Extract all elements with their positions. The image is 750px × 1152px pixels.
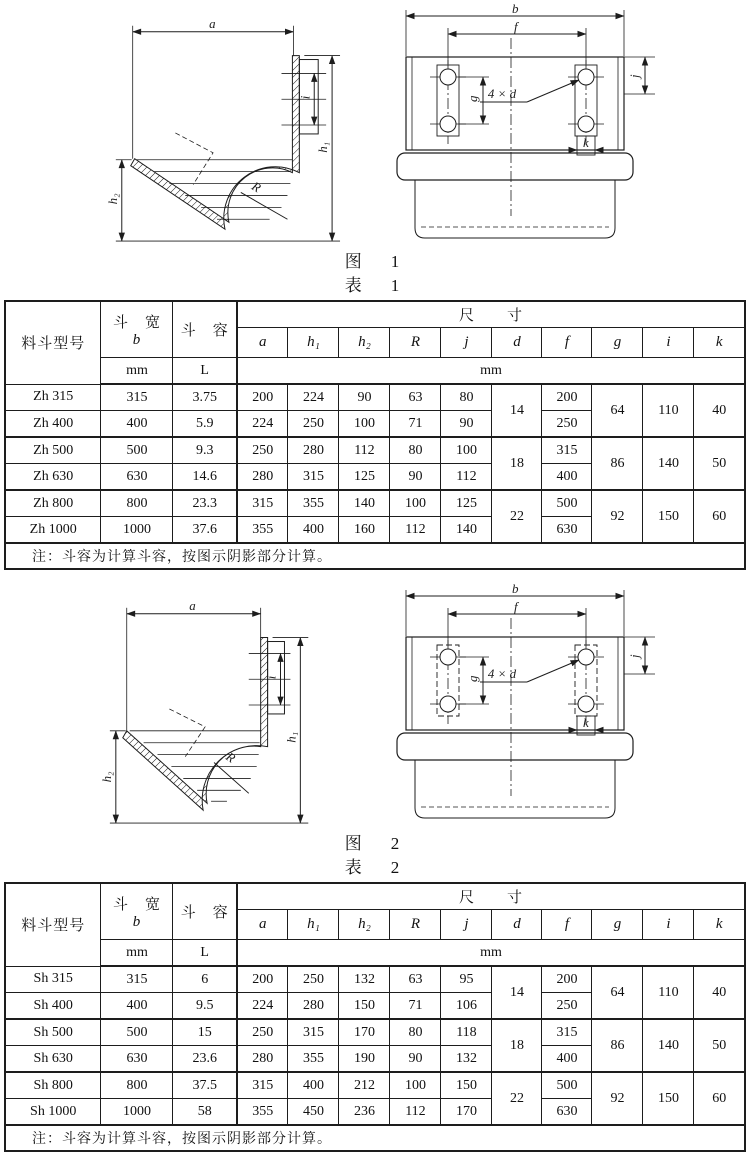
value-cell: 500 — [542, 490, 592, 517]
header-cell: 斗 容 — [173, 883, 237, 940]
figure2-drawings — [0, 580, 750, 832]
value-cell: 118 — [441, 1019, 492, 1046]
header-cell: h₁ — [288, 910, 339, 940]
model-cell: Zh 400 — [5, 411, 101, 438]
value-cell: 250 — [288, 966, 339, 993]
value-cell: 150 — [339, 993, 390, 1020]
header-cell: mm — [237, 940, 745, 967]
value-cell: 95 — [441, 966, 492, 993]
value-cell: 37.6 — [173, 517, 237, 544]
header-cell: h₁ — [288, 328, 339, 358]
value-cell: 71 — [390, 993, 441, 1020]
table1-note: 注：斗容为计算斗容，按图示阴影部分计算。 — [5, 543, 745, 569]
figure1-side-view — [79, 2, 359, 250]
dim-label-a: a — [209, 16, 216, 31]
dim-a — [127, 599, 261, 731]
value-cell: 250 — [542, 993, 592, 1020]
holes-callout-label: 4 × d — [487, 86, 517, 101]
header-cell: R — [390, 910, 441, 940]
value-cell: 50 — [694, 437, 745, 490]
dim-label-j: j — [627, 74, 642, 78]
value-cell: 132 — [339, 966, 390, 993]
width-symbol: b — [132, 331, 142, 348]
value-cell: 80 — [390, 437, 441, 464]
value-cell: 250 — [542, 411, 592, 438]
value-cell: 9.5 — [173, 993, 237, 1020]
value-cell: 125 — [339, 464, 390, 491]
value-cell: 800 — [101, 1072, 173, 1099]
value-cell: 60 — [694, 490, 745, 543]
value-cell: 14.6 — [173, 464, 237, 491]
value-cell: 400 — [101, 993, 173, 1020]
value-cell: 400 — [288, 1072, 339, 1099]
dim-h2 — [100, 731, 126, 823]
dim-label-f: f — [514, 19, 518, 34]
dim-label-h1: h₁ — [284, 731, 299, 743]
value-cell: 280 — [288, 437, 339, 464]
value-cell: 6 — [173, 966, 237, 993]
header-cell: R — [390, 328, 441, 358]
dim-label-j: j — [627, 654, 642, 658]
dim-label-k: k — [583, 715, 589, 730]
dim-label-R: R — [223, 749, 238, 766]
model-cell: Zh 500 — [5, 437, 101, 464]
header-cell: h₂ — [339, 910, 390, 940]
value-cell: 64 — [592, 966, 643, 1019]
dim-label-f: f — [514, 599, 518, 614]
header-cell: 尺 寸 — [237, 301, 745, 328]
dim-label-h2: h₂ — [99, 771, 114, 783]
bolt-holes — [437, 65, 597, 155]
value-cell: 224 — [237, 411, 288, 438]
header-cell: h₂ — [339, 328, 390, 358]
value-cell: 112 — [390, 517, 441, 544]
figure1-caption: 图 1 — [344, 252, 406, 271]
figure1-back-view — [381, 2, 671, 244]
value-cell: 315 — [237, 1072, 288, 1099]
construction-lines — [175, 133, 213, 185]
value-cell: 280 — [237, 464, 288, 491]
figure2-side-view — [79, 582, 359, 832]
value-cell: 40 — [694, 966, 745, 1019]
value-cell: 50 — [694, 1019, 745, 1072]
figure1-drawings — [0, 0, 750, 250]
value-cell: 100 — [339, 411, 390, 438]
value-cell: 110 — [643, 966, 694, 1019]
dim-label-i: i — [264, 675, 279, 680]
header-cell: mm — [101, 358, 173, 385]
value-cell: 355 — [288, 1046, 339, 1073]
value-cell: 450 — [288, 1099, 339, 1126]
header-cell: g — [592, 910, 643, 940]
value-cell: 250 — [237, 437, 288, 464]
value-cell: 100 — [390, 490, 441, 517]
value-cell: 14 — [492, 384, 542, 437]
value-cell: 100 — [390, 1072, 441, 1099]
header-cell: 料斗型号 — [5, 301, 101, 384]
header-cell: L — [173, 940, 237, 967]
value-cell: 150 — [643, 490, 694, 543]
value-cell: 106 — [441, 993, 492, 1020]
value-cell: 5.9 — [173, 411, 237, 438]
value-cell: 140 — [441, 517, 492, 544]
model-cell: Sh 400 — [5, 993, 101, 1020]
value-cell: 18 — [492, 1019, 542, 1072]
dim-label-h1: h₁ — [316, 141, 331, 153]
value-cell: 63 — [390, 384, 441, 411]
value-cell: 63 — [390, 966, 441, 993]
value-cell: 315 — [101, 966, 173, 993]
header-cell: d — [492, 910, 542, 940]
value-cell: 355 — [237, 1099, 288, 1126]
value-cell: 400 — [542, 1046, 592, 1073]
model-cell: Sh 1000 — [5, 1099, 101, 1126]
header-cell: d — [492, 328, 542, 358]
value-cell: 224 — [237, 993, 288, 1020]
value-cell: 315 — [288, 1019, 339, 1046]
table-2 — [4, 882, 746, 1152]
value-cell: 170 — [339, 1019, 390, 1046]
value-cell: 58 — [173, 1099, 237, 1126]
value-cell: 250 — [288, 411, 339, 438]
bolt-holes — [437, 645, 597, 735]
dim-k — [551, 715, 621, 730]
value-cell: 9.3 — [173, 437, 237, 464]
dim-label-h2: h₂ — [105, 193, 120, 205]
dim-label-a: a — [189, 598, 196, 613]
value-cell: 212 — [339, 1072, 390, 1099]
model-cell: Zh 315 — [5, 384, 101, 411]
header-cell: mm — [237, 358, 745, 385]
model-cell: Zh 630 — [5, 464, 101, 491]
value-cell: 250 — [237, 1019, 288, 1046]
value-cell: 37.5 — [173, 1072, 237, 1099]
value-cell: 90 — [390, 464, 441, 491]
dim-h2 — [106, 160, 132, 241]
figure2-back-view — [381, 582, 671, 824]
dim-label-g: g — [465, 95, 480, 102]
header-cell: i — [643, 328, 694, 358]
header-cell — [101, 301, 173, 358]
value-cell: 22 — [492, 1072, 542, 1125]
header-cell: j — [441, 910, 492, 940]
value-cell: 160 — [339, 517, 390, 544]
header-cell: mm — [101, 940, 173, 967]
header-cell: 尺 寸 — [237, 883, 745, 910]
header-cell: k — [694, 910, 745, 940]
value-cell: 71 — [390, 411, 441, 438]
header-cell: a — [237, 910, 288, 940]
value-cell: 60 — [694, 1072, 745, 1125]
value-cell: 400 — [288, 517, 339, 544]
value-cell: 80 — [390, 1019, 441, 1046]
value-cell: 100 — [441, 437, 492, 464]
value-cell: 112 — [339, 437, 390, 464]
value-cell: 125 — [441, 490, 492, 517]
header-cell: 料斗型号 — [5, 883, 101, 966]
value-cell: 23.3 — [173, 490, 237, 517]
value-cell: 150 — [441, 1072, 492, 1099]
model-cell: Zh 1000 — [5, 517, 101, 544]
model-cell: Sh 315 — [5, 966, 101, 993]
value-cell: 18 — [492, 437, 542, 490]
fill-hatch — [136, 160, 293, 220]
table2-note: 注：斗容为计算斗容，按图示阴影部分计算。 — [5, 1125, 745, 1151]
value-cell: 200 — [237, 966, 288, 993]
value-cell: 315 — [542, 437, 592, 464]
width-symbol: b — [132, 913, 142, 930]
bucket-body — [397, 733, 633, 818]
holes-callout — [480, 660, 579, 682]
bucket-cross-section — [123, 638, 268, 811]
dim-label-i: i — [298, 95, 313, 100]
header-cell: f — [542, 910, 592, 940]
value-cell: 3.75 — [173, 384, 237, 411]
value-cell: 140 — [643, 437, 694, 490]
dim-a — [133, 17, 294, 159]
value-cell: 500 — [542, 1072, 592, 1099]
value-cell: 140 — [643, 1019, 694, 1072]
value-cell: 236 — [339, 1099, 390, 1126]
dim-label-k: k — [583, 135, 589, 150]
value-cell: 200 — [237, 384, 288, 411]
value-cell: 90 — [339, 384, 390, 411]
value-cell: 140 — [339, 490, 390, 517]
value-cell: 800 — [101, 490, 173, 517]
construction-lines — [169, 709, 205, 757]
value-cell: 15 — [173, 1019, 237, 1046]
value-cell: 132 — [441, 1046, 492, 1073]
value-cell: 630 — [542, 1099, 592, 1126]
header-cell — [101, 883, 173, 940]
value-cell: 14 — [492, 966, 542, 1019]
value-cell: 150 — [643, 1072, 694, 1125]
model-cell: Sh 500 — [5, 1019, 101, 1046]
value-cell: 190 — [339, 1046, 390, 1073]
value-cell: 400 — [101, 411, 173, 438]
value-cell: 110 — [643, 384, 694, 437]
value-cell: 112 — [441, 464, 492, 491]
dim-R — [214, 749, 249, 793]
holes-callout — [480, 80, 579, 102]
header-cell: f — [542, 328, 592, 358]
figure2-caption: 图 2 — [344, 834, 406, 853]
value-cell: 224 — [288, 384, 339, 411]
value-cell: 22 — [492, 490, 542, 543]
value-cell: 400 — [542, 464, 592, 491]
value-cell: 315 — [542, 1019, 592, 1046]
value-cell: 500 — [101, 1019, 173, 1046]
value-cell: 355 — [288, 490, 339, 517]
width-title: 斗 宽 — [112, 314, 161, 331]
value-cell: 315 — [288, 464, 339, 491]
table1-caption: 表 1 — [344, 276, 406, 295]
dim-j — [624, 637, 655, 674]
value-cell: 92 — [592, 1072, 643, 1125]
dim-label-b: b — [512, 581, 519, 596]
header-cell: k — [694, 328, 745, 358]
width-title: 斗 宽 — [112, 896, 161, 913]
value-cell: 630 — [101, 1046, 173, 1073]
table2-caption: 表 2 — [344, 858, 406, 877]
value-cell: 200 — [542, 966, 592, 993]
value-cell: 80 — [441, 384, 492, 411]
header-cell: 斗 容 — [173, 301, 237, 358]
value-cell: 40 — [694, 384, 745, 437]
dim-k — [551, 135, 621, 150]
header-cell: a — [237, 328, 288, 358]
value-cell: 1000 — [101, 1099, 173, 1126]
value-cell: 315 — [101, 384, 173, 411]
value-cell: 355 — [237, 517, 288, 544]
header-cell: j — [441, 328, 492, 358]
value-cell: 1000 — [101, 517, 173, 544]
value-cell: 90 — [390, 1046, 441, 1073]
dim-R — [241, 179, 288, 220]
model-cell: Zh 800 — [5, 490, 101, 517]
bucket-cross-section — [131, 56, 300, 230]
value-cell: 630 — [542, 517, 592, 544]
dim-g — [459, 657, 489, 704]
header-cell: g — [592, 328, 643, 358]
value-cell: 86 — [592, 437, 643, 490]
value-cell: 200 — [542, 384, 592, 411]
dim-label-R: R — [249, 179, 264, 196]
value-cell: 630 — [101, 464, 173, 491]
value-cell: 86 — [592, 1019, 643, 1072]
value-cell: 280 — [237, 1046, 288, 1073]
value-cell: 315 — [237, 490, 288, 517]
bucket-body — [397, 153, 633, 238]
dim-label-b: b — [512, 1, 519, 16]
model-cell: Sh 800 — [5, 1072, 101, 1099]
value-cell: 280 — [288, 993, 339, 1020]
value-cell: 500 — [101, 437, 173, 464]
header-cell: L — [173, 358, 237, 385]
value-cell: 23.6 — [173, 1046, 237, 1073]
value-cell: 90 — [441, 411, 492, 438]
dim-label-g: g — [465, 675, 480, 682]
value-cell: 112 — [390, 1099, 441, 1126]
value-cell: 92 — [592, 490, 643, 543]
value-cell: 170 — [441, 1099, 492, 1126]
model-cell: Sh 630 — [5, 1046, 101, 1073]
table-1 — [4, 300, 746, 570]
holes-callout-label: 4 × d — [487, 666, 517, 681]
dim-g — [459, 77, 489, 124]
header-cell: i — [643, 910, 694, 940]
value-cell: 64 — [592, 384, 643, 437]
dim-j — [624, 57, 655, 94]
